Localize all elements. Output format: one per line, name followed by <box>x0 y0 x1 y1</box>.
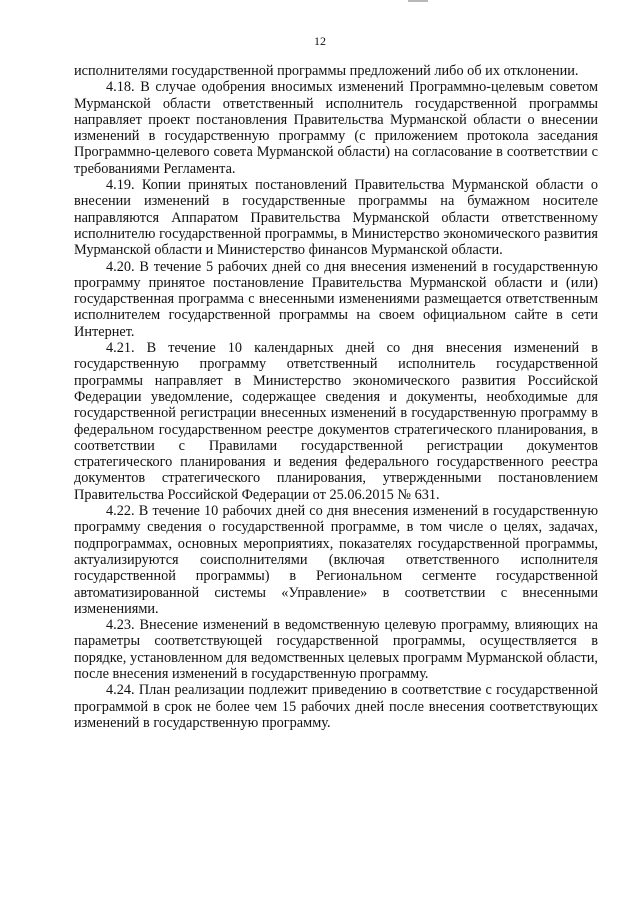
paragraph-4-19: 4.19. Копии принятых постановлений Правительства Мурманской области о внесении изменений в государственные программы на бумажном носителе направляются Аппаратом Правительства Мурманской области ответственному исполнителю государственной программы, в Министерство экономического развития Мурманской области и Министерство финансов Мурманской области. <box>74 177 598 259</box>
document-body <box>74 63 598 731</box>
paragraph-4-23: 4.23. Внесение изменений в ведомственную целевую программу, влияющих на параметры соответствующей государственной программы, осуществляется в порядке, установленном для ведомственных целевых программ Мурманской области, после внесения изменений в государственную программу. <box>74 617 598 682</box>
paragraph-continuation: исполнителями государственной программы предложений либо об их отклонении. <box>74 63 579 79</box>
scan-mark <box>408 0 428 2</box>
paragraph-4-20: 4.20. В течение 5 рабочих дней со дня внесения изменений в государственную программу принятое постановление Правительства Мурманской области и (или) государственная программа с внесенными изменениями размещается ответственным исполнителем государственной программы на своем официальном сайте в сети Интернет. <box>74 258 598 340</box>
paragraph-4-21: 4.21. В течение 10 календарных дней со дня внесения изменений в государственную программу ответственный исполнитель государственной программы направляет в Министерство экономического развития Российской Федерации уведомление, содержащее сведения и документы, необходимые для государственной регистрации внесенных изменений в государственную программу в федеральном государственном реестре документов стратегического планирования, в соответствии с Правилами государственной регистрации документов стратегического планирования и ведения федерального государственного реестра документов стратегического планирования, утвержденными постановлением Правительства Российской Федерации от 25.06.2015 № 631. <box>74 340 598 503</box>
page-number: 12 <box>314 34 326 48</box>
paragraph-4-18: 4.18. В случае одобрения вносимых изменений Программно-целевым советом Мурманской области ответственный исполнитель государственной программы направляет проект постановления Правительства Мурманской области о внесении изменений в государственную программу (с приложением протокола заседания Программно-целевого совета Мурманской области) на согласование в соответствии с требованиями Регламента. <box>74 79 598 177</box>
paragraph-4-24: 4.24. План реализации подлежит приведению в соответствие с государственной программой в срок не более чем 15 рабочих дней после внесения соответствующих изменений в государственную программу. <box>74 682 598 731</box>
paragraph-4-22: 4.22. В течение 10 рабочих дней со дня внесения изменений в государственную программу сведения о государственной программе, в том числе о целях, задачах, подпрограммах, основных мероприятиях, показателях государственной программы, актуализируются соисполнителями (включая ответственного исполнителя государственной программы) в Региональном сегменте государственной автоматизированной системы «Управление» в соответствии с внесенными изменениями. <box>74 503 598 617</box>
